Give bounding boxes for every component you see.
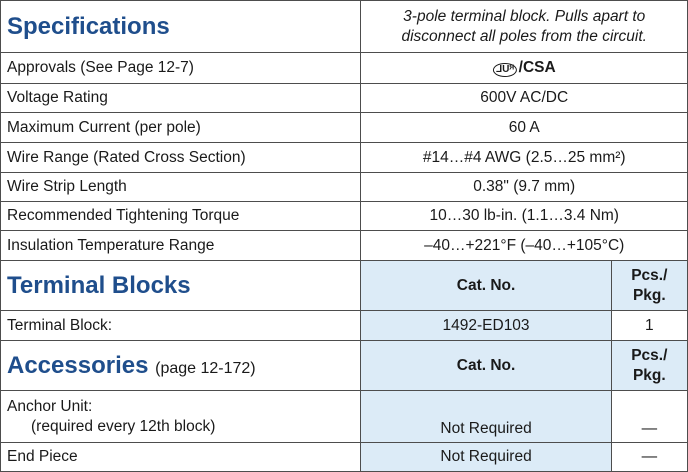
accessory-row-end-piece — [1, 443, 688, 472]
cat-no-value: Not Required — [361, 391, 611, 443]
accessory-row-anchor-unit — [1, 391, 688, 443]
spec-label: Voltage Rating — [1, 84, 361, 113]
spec-label: Recommended Tightening Torque — [1, 202, 361, 231]
pcs-pkg-header: Pcs./ Pkg. — [611, 261, 687, 311]
spec-value — [361, 53, 688, 84]
pcs-value: 1 — [611, 311, 687, 341]
spec-value: 0.38" (9.7 mm) — [361, 173, 688, 202]
item-label-cell — [1, 391, 361, 443]
spec-row-voltage — [1, 84, 688, 113]
spec-row-wire-range — [1, 143, 688, 173]
cat-no-header: Cat. No. — [361, 261, 611, 311]
accessories-header-row — [1, 341, 688, 391]
terminal-blocks-title: Terminal Blocks — [1, 261, 361, 311]
specifications-header-row — [1, 1, 688, 53]
accessories-page-note: (page 12-172) — [155, 359, 256, 377]
spec-value: 600V AC/DC — [361, 84, 688, 113]
cat-no-header: Cat. No. — [361, 341, 611, 391]
spec-row-torque — [1, 202, 688, 231]
cat-no-value: 1492-ED103 — [361, 311, 611, 341]
specifications-title: Specifications — [1, 1, 361, 53]
spec-label: Insulation Temperature Range — [1, 231, 361, 261]
spec-value: #14…#4 AWG (2.5…25 mm²) — [361, 143, 688, 173]
item-sublabel: (required every 12th block) — [31, 417, 216, 435]
spec-label: Wire Strip Length — [1, 173, 361, 202]
spec-label: Approvals (See Page 12-7) — [1, 53, 361, 84]
approval-text: /CSA — [518, 59, 556, 76]
item-label: End Piece — [1, 443, 361, 472]
spec-row-temperature — [1, 231, 688, 261]
item-label: Terminal Block: — [1, 311, 361, 341]
pcs-value: — — [611, 391, 687, 443]
pcs-value: — — [611, 443, 687, 472]
terminal-blocks-header-row — [1, 261, 688, 311]
spec-row-strip-length — [1, 173, 688, 202]
terminal-block-row — [1, 311, 688, 341]
spec-label: Wire Range (Rated Cross Section) — [1, 143, 361, 173]
pcs-pkg-header: Pcs./ Pkg. — [611, 341, 687, 391]
accessories-title: Accessories — [7, 351, 149, 379]
item-label: Anchor Unit: — [7, 397, 93, 415]
spec-value: 10…30 lb-in. (1.1…3.4 Nm) — [361, 202, 688, 231]
product-description: 3-pole terminal block. Pulls apart to disconnect all poles from the circuit. — [361, 1, 688, 53]
accessories-title-cell — [1, 341, 361, 391]
spec-label: Maximum Current (per pole) — [1, 113, 361, 143]
spec-row-approvals — [1, 53, 688, 84]
cat-no-value: Not Required — [361, 443, 611, 472]
spec-row-current — [1, 113, 688, 143]
spec-value: 60 A — [361, 113, 688, 143]
cur-us-logo-icon: ᴿUL — [493, 63, 517, 77]
spec-value: –40…+221°F (–40…+105°C) — [361, 231, 688, 261]
